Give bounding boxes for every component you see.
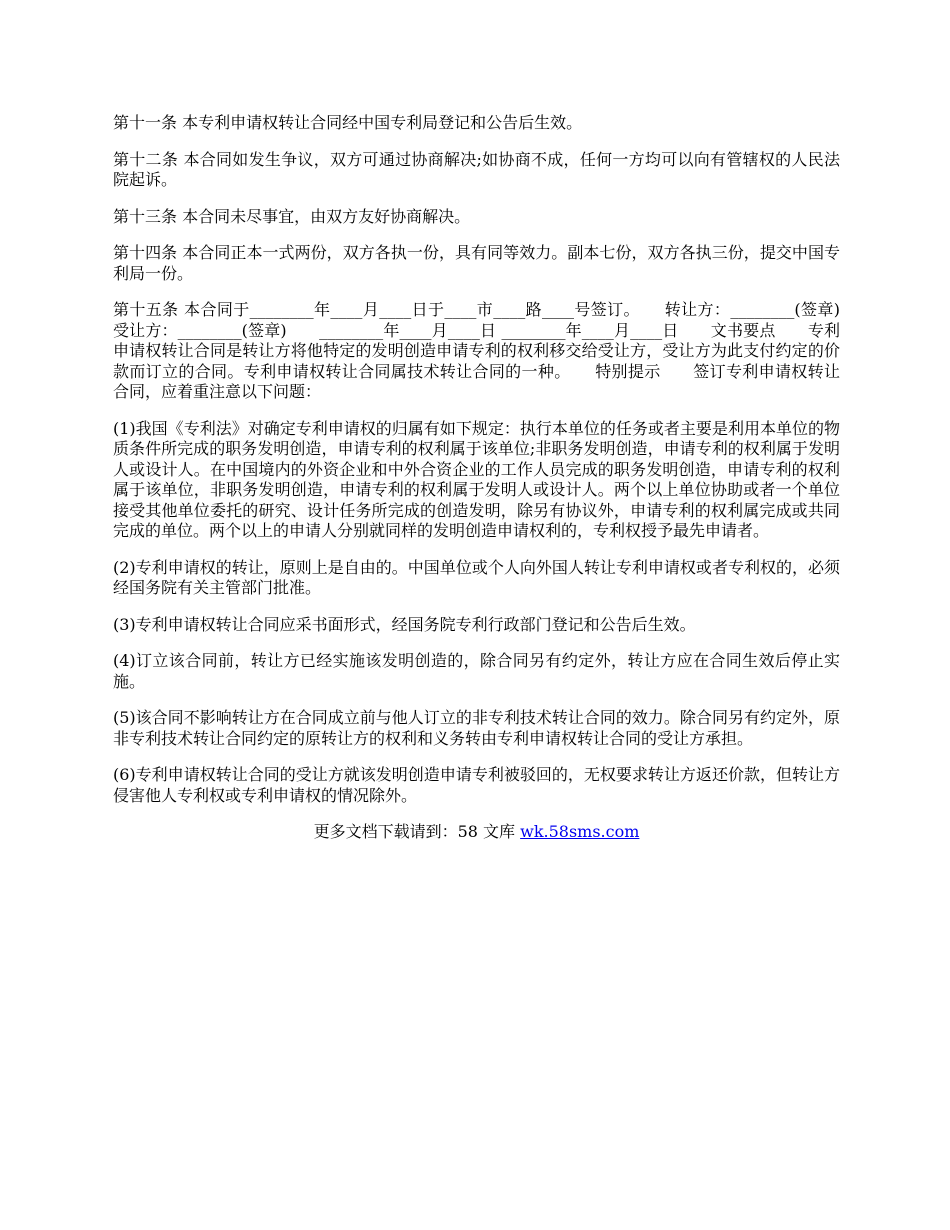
footer-text: 更多文档下载请到：58 文库 <box>313 822 521 841</box>
note-3: (3)专利申请权转让合同应采书面形式，经国务院专利行政部门登记和公告后生效。 <box>113 614 696 634</box>
article-12: 第十二条 本合同如发生争议，双方可通过协商解决;如协商不成，任何一方均可以向有管辖权的人民法院起诉。 <box>113 149 840 189</box>
note-1: (1)我国《专利法》对确定专利申请权的归属有如下规定：执行本单位的任务或者主要是利用本单位的物质条件所完成的职务发明创造，申请专利的权利属于该单位;非职务发明创造，申请专利的权利属于发明人或设计人。在中国境内的外资企业和中外合资企业的工作人员完成的职务发明创造，申请专利的权利属于该单位，非职务发明创造，申请专利的权利属于发明人或设计人。两个以上单位协助或者一个单位接受其他单位委托的研究、设计任务所完成的创造发明，除另有协议外，申请专利的权利属完成或共同完成的单位。两个以上的申请人分别就同样的发明创造申请权利的，专利权授予最先申请者。 <box>113 418 840 540</box>
footer-link[interactable]: wk.58sms.com <box>520 822 640 841</box>
note-2: (2)专利申请权的转让，原则上是自由的。中国单位或个人向外国人转让专利申请权或者专利权的，必须经国务院有关主管部门批准。 <box>113 557 840 597</box>
article-11: 第十一条 本专利申请权转让合同经中国专利局登记和公告后生效。 <box>113 113 583 132</box>
article-13: 第十三条 本合同未尽事宜，由双方友好协商解决。 <box>113 206 471 226</box>
document-body <box>113 113 840 842</box>
note-6: (6)专利申请权转让合同的受让方就该发明创造申请专利被驳回的，无权要求转让方返还价款，但转让方侵害他人专利权或专利申请权的情况除外。 <box>113 765 840 805</box>
note-5: (5)该合同不影响转让方在合同成立前与他人订立的非专利技术转让合同的效力。除合同另有约定外，原非专利技术转让合同约定的原转让方的权利和义务转由专利申请权转让合同的受让方承担。 <box>113 708 840 748</box>
download-footer <box>113 822 840 842</box>
note-4: (4)订立该合同前，转让方已经实施该发明创造的，除合同另有约定外，转让方应在合同生效后停止实施。 <box>113 651 840 691</box>
article-15: 第十五条 本合同于________年____月____日于____市____路____号签订。 转让方：________(签章) 受让方：________(签章) ________年____月____日 ________年____月____日 文书要点 专利申请权转让合同是转让方将他特定的发明创造申请专利的权利移交给受让方，受让方为此支付约定的价款而订立的合同。专利申请权转让合同属技术转让合同的一种。 特别提示 签订专利申请权转让合同，应着重注意以下问题： <box>113 300 840 401</box>
article-14: 第十四条 本合同正本一式两份，双方各执一份，具有同等效力。副本七份，双方各执三份，提交中国专利局一份。 <box>113 243 840 283</box>
